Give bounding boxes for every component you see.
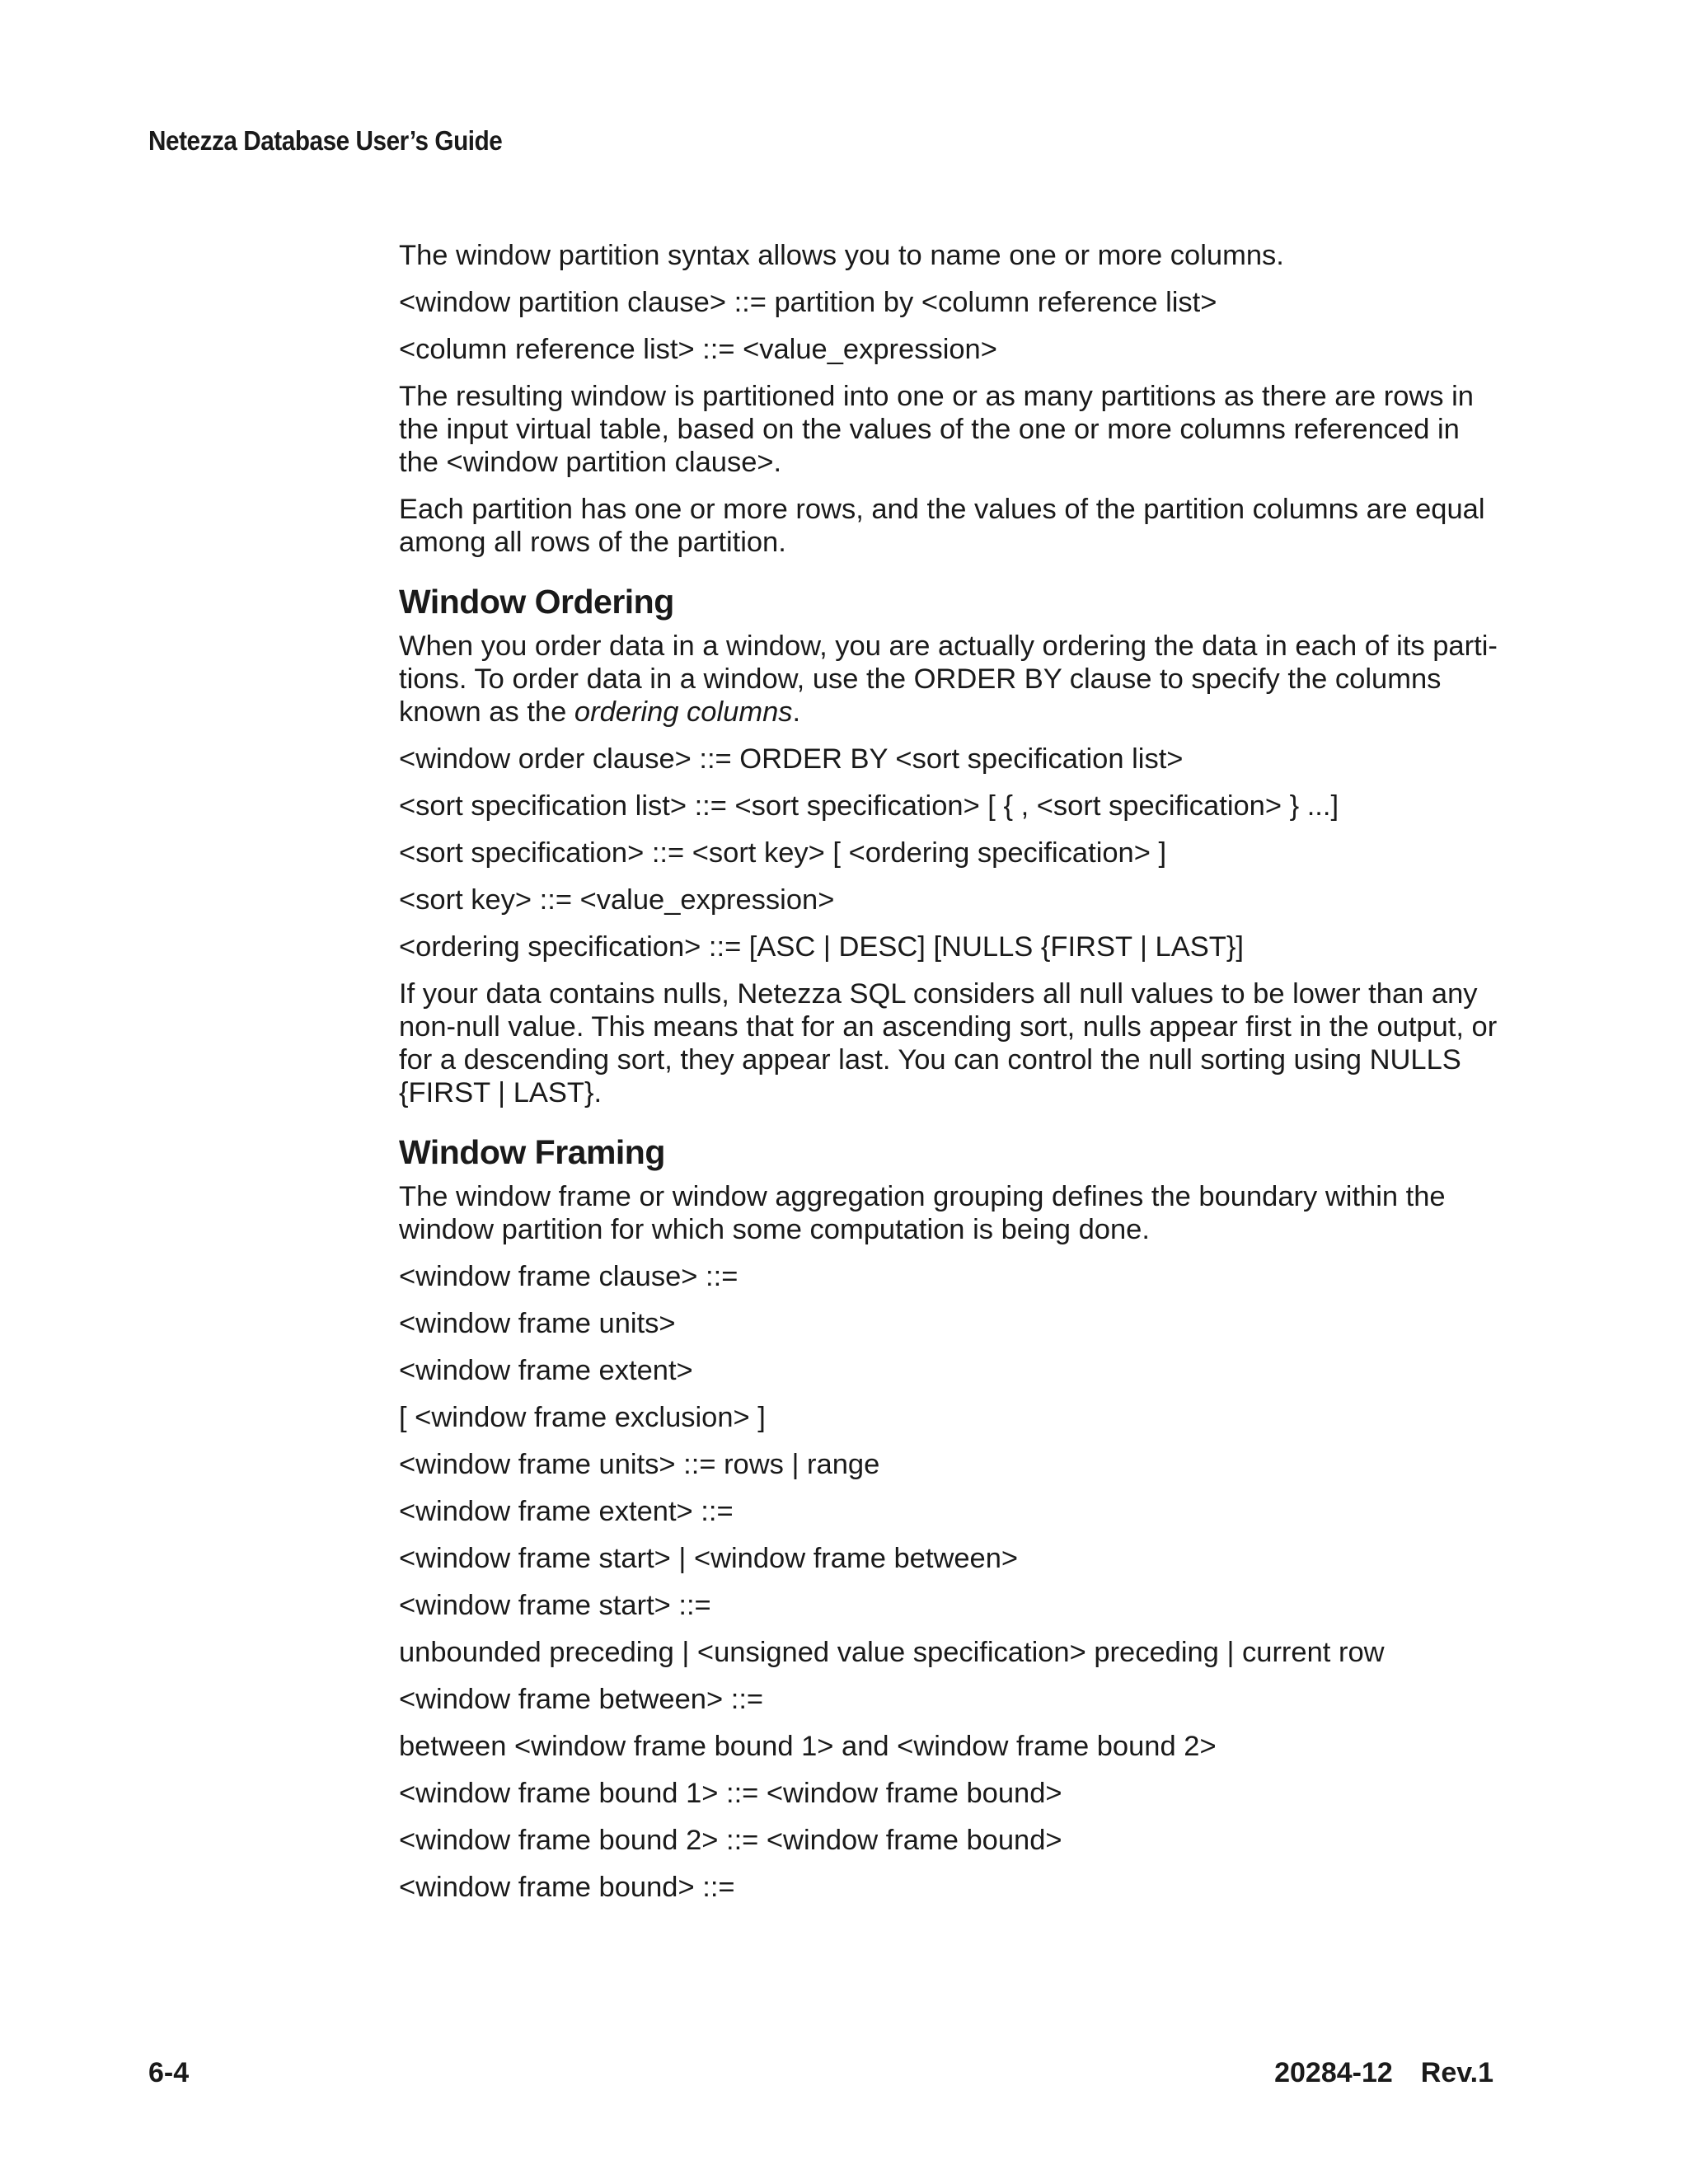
paragraph: The window partition syntax allows you to name one or more columns. [399,240,1284,271]
grammar-line: unbounded preceding | <unsigned value specification> preceding | current row [399,1637,1385,1668]
grammar-line: <window frame bound 2> ::= <window frame bound> [399,1825,1062,1856]
page-content [399,239,1503,1918]
grammar-line: <window partition clause> ::= partition by <column reference list> [399,287,1217,318]
grammar-line: <window frame bound> ::= [399,1872,735,1903]
revision-label: Rev.1 [1420,2057,1493,2088]
paragraph: The resulting window is partitioned into one or as many partitions as there are rows in the input virtual table, based on the values of the one or more columns referenced in the <window partition clause>. [399,381,1474,478]
document-number: 20284-12 [1274,2057,1393,2088]
grammar-line: <window frame units> ::= rows | range [399,1449,880,1480]
grammar-line: <sort specification> ::= <sort key> [ <ordering specification> ] [399,837,1167,869]
grammar-line: <window frame extent> ::= [399,1496,734,1527]
grammar-line: <window frame start> ::= [399,1590,711,1621]
paragraph: The window frame or window aggregation grouping defines the boundary within the window partition for which some computation is being done. [399,1181,1446,1245]
section-heading-window-ordering: Window Ordering [399,583,674,621]
emphasized-term: ordering columns [574,696,793,728]
paragraph: Each partition has one or more rows, and the values of the partition columns are equal among all rows of the partition. [399,494,1485,558]
paragraph-text: When you order data in a window, you are actually ordering the data in each of its partitions. To order data in a window, use the ORDER BY clause to specify the columns known as the [399,630,1498,728]
section-heading-window-framing: Window Framing [399,1133,665,1171]
grammar-line: <ordering specification> ::= [ASC | DESC] [NULLS {FIRST | LAST}] [399,931,1244,963]
running-header: Netezza Database User’s Guide [148,125,503,156]
grammar-line: <window frame extent> [399,1355,693,1386]
paragraph-text: . [792,696,801,728]
document-id [1274,2057,1493,2089]
grammar-line: <sort key> ::= <value_expression> [399,884,835,916]
grammar-line: <window frame start> | <window frame between> [399,1543,1019,1574]
grammar-line: <column reference list> ::= <value_expression> [399,334,997,365]
grammar-line: <window frame between> ::= [399,1684,764,1715]
grammar-line: <window frame bound 1> ::= <window frame bound> [399,1778,1062,1809]
paragraph [399,630,1503,729]
grammar-line: <window frame clause> ::= [399,1261,738,1292]
grammar-line: <window order clause> ::= ORDER BY <sort specification list> [399,743,1184,775]
paragraph: If your data contains nulls, Netezza SQL considers all null values to be lower than any non-null value. This means that for an ascending sort, nulls appear first in the output, or for a descending sort, they appear last. You can control the null sorting using NULLS {FIRST | LAST}. [399,978,1498,1108]
grammar-line: <sort specification list> ::= <sort specification> [ { , <sort specification> } ...] [399,790,1339,822]
grammar-line: between <window frame bound 1> and <window frame bound 2> [399,1731,1217,1762]
grammar-line: <window frame units> [399,1308,676,1339]
grammar-line: [ <window frame exclusion> ] [399,1402,766,1433]
page-number: 6-4 [148,2057,190,2088]
